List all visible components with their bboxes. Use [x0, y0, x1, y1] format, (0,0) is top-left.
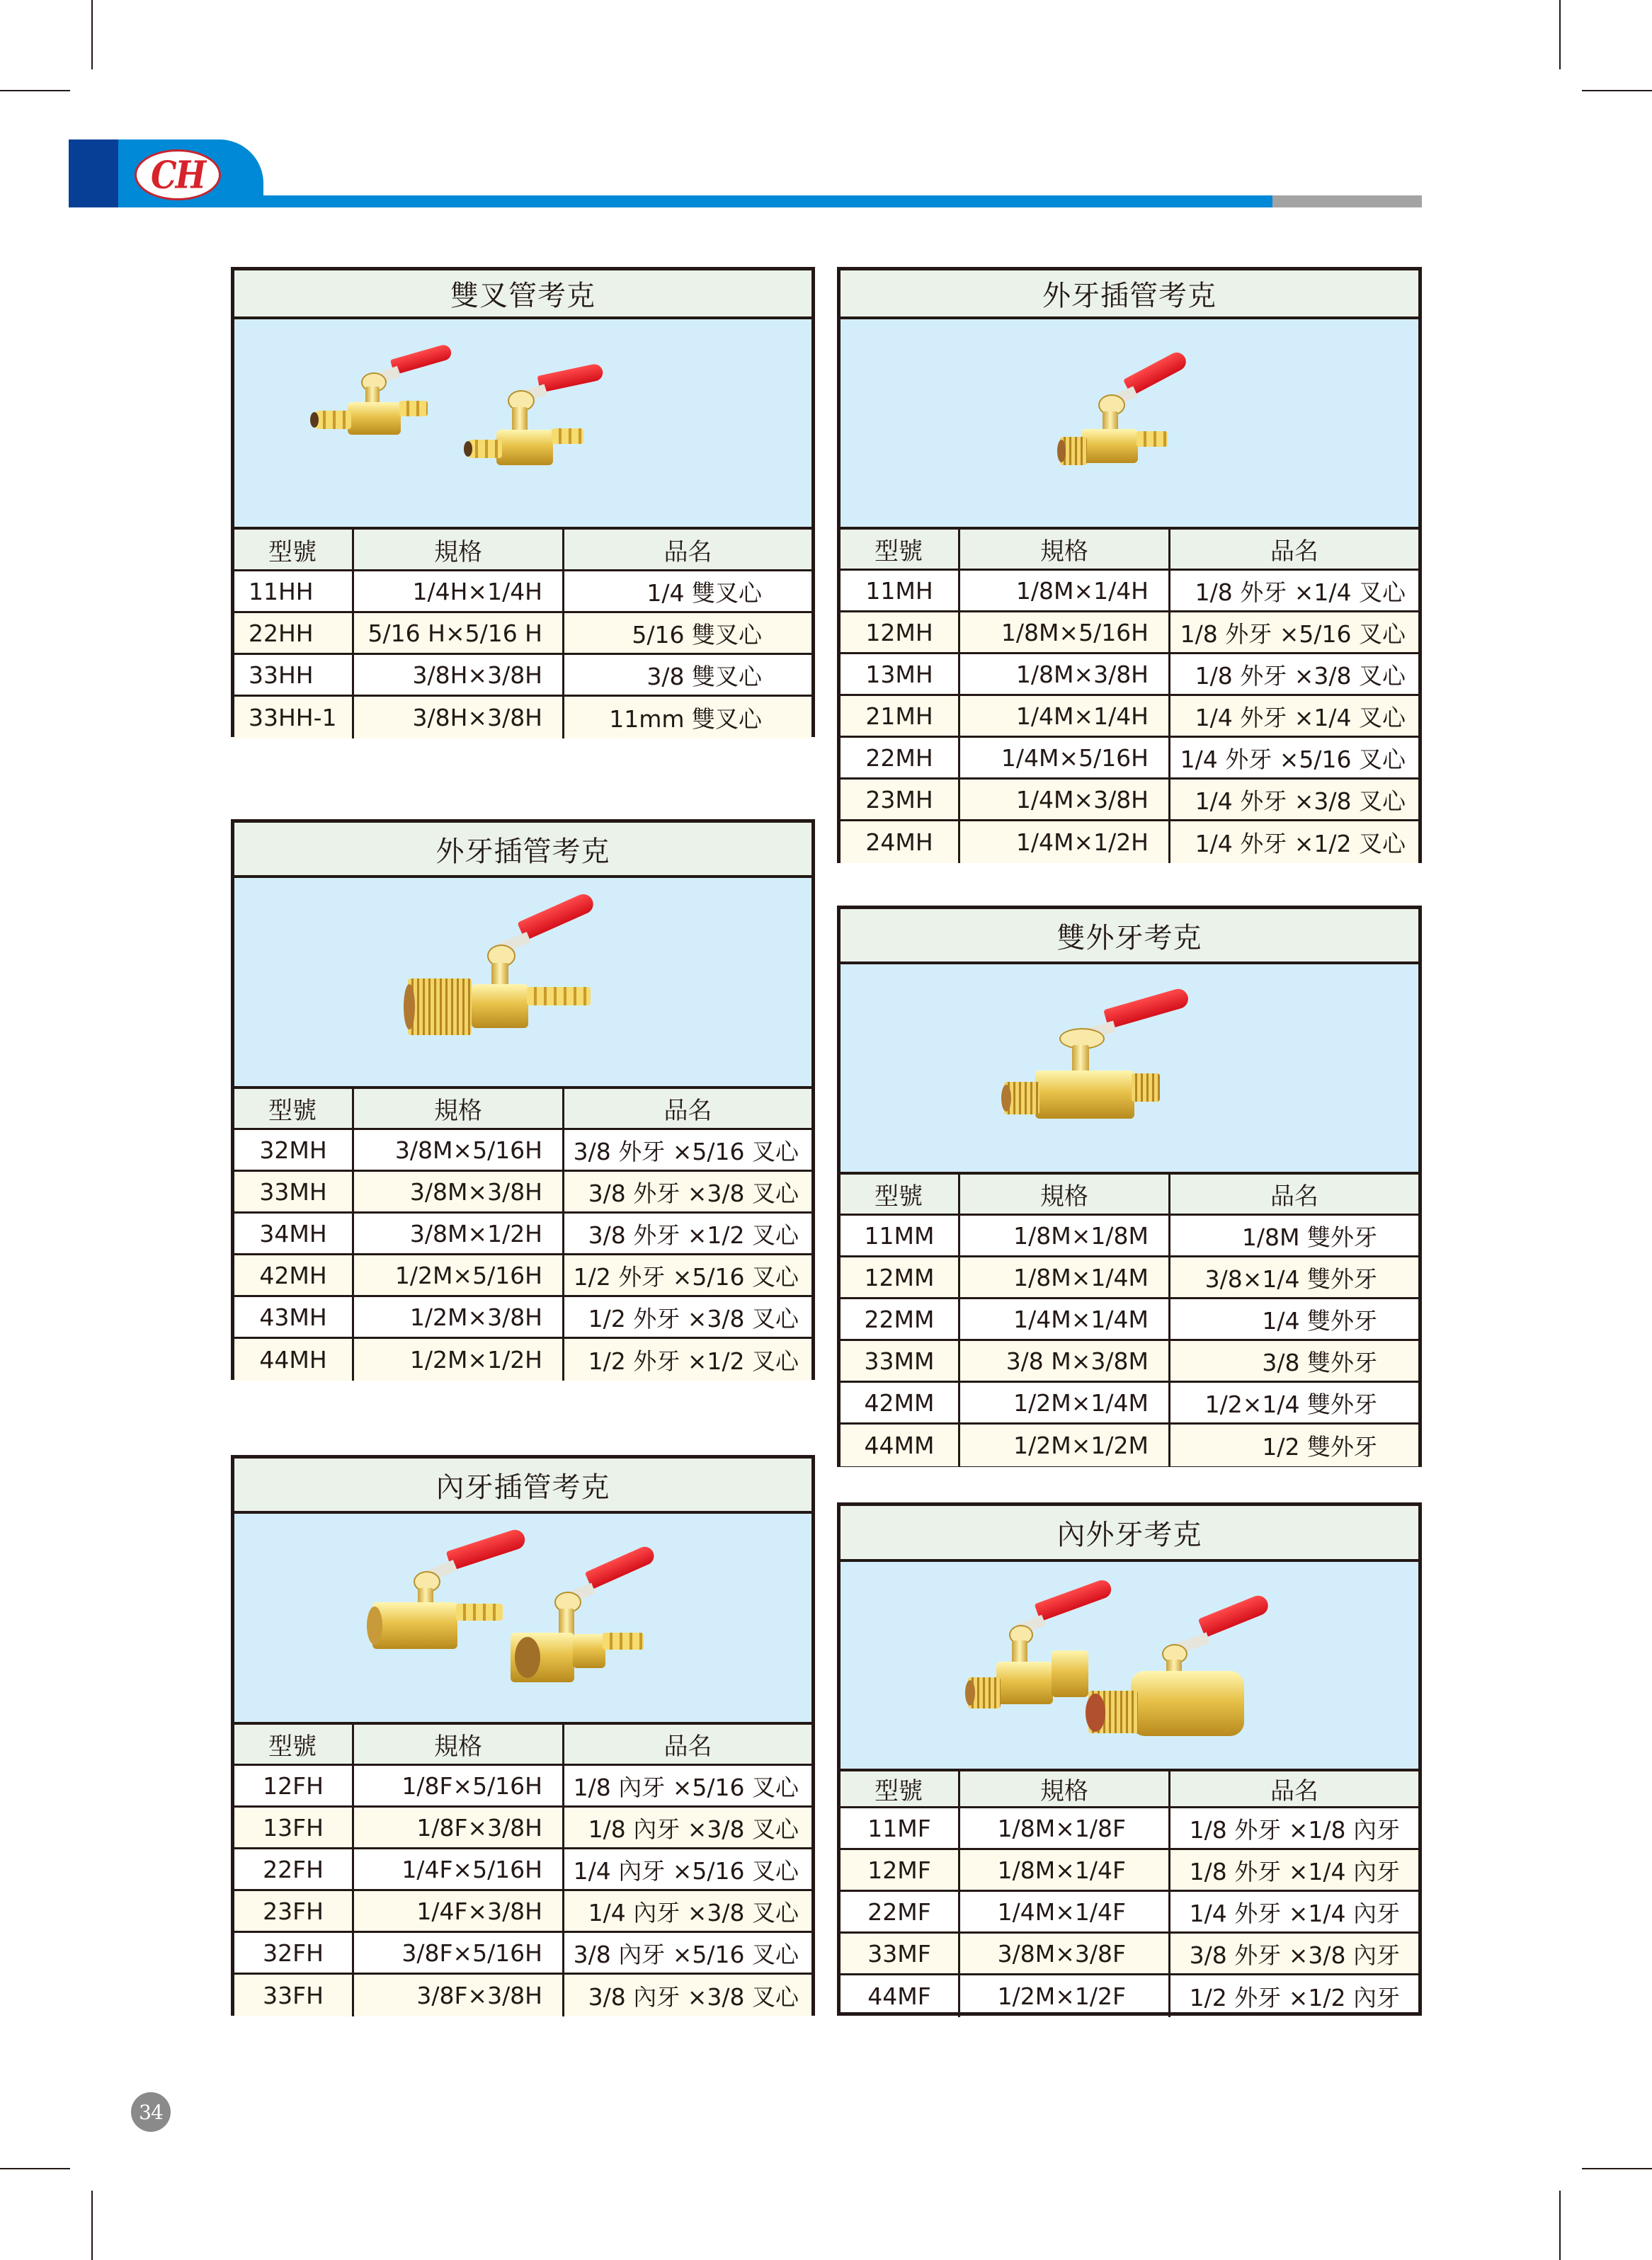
name-cell: 1/2 外牙 ×1/2 內牙 — [1189, 1984, 1400, 2011]
crop-mark — [1582, 2168, 1652, 2169]
table-body — [234, 1089, 811, 1381]
table-row — [234, 1172, 811, 1214]
table-header-row — [841, 530, 1418, 571]
table-row — [234, 1933, 811, 1975]
valve-image — [1000, 1000, 1241, 1141]
table-row — [841, 571, 1418, 612]
table-title: 內外牙考克 — [841, 1506, 1418, 1562]
crop-mark — [1582, 90, 1652, 91]
model-cell: 11HH — [234, 571, 354, 611]
column-header-model: 型號 — [841, 530, 960, 569]
spec-cell: 1/4F×5/16H — [354, 1849, 564, 1889]
model-cell: 22MF — [841, 1892, 960, 1931]
table-row — [234, 571, 811, 613]
name-cell: 1/4 雙叉心 — [646, 578, 762, 607]
column-header-spec: 規格 — [354, 530, 564, 569]
crop-mark — [1559, 2191, 1561, 2260]
name-cell: 3/8 雙外牙 — [1262, 1348, 1377, 1376]
model-cell: 13FH — [234, 1808, 354, 1847]
name-cell: 1/4 內牙 ×3/8 叉心 — [588, 1898, 799, 1927]
table-header-row — [841, 1771, 1418, 1808]
table-row — [234, 1130, 811, 1172]
product-image — [841, 319, 1418, 530]
name-cell: 3/8 外牙 ×3/8 叉心 — [588, 1179, 799, 1207]
column-header-name: 品名 — [663, 537, 712, 566]
column-header-spec: 規格 — [960, 1175, 1170, 1214]
spec-cell: 3/8M×3/8H — [354, 1172, 564, 1211]
table-row — [841, 1892, 1418, 1934]
spec-cell: 1/8M×1/4F — [960, 1850, 1170, 1890]
spec-cell: 3/8M×5/16H — [354, 1130, 564, 1170]
table-row — [234, 1255, 811, 1297]
table-row — [841, 1299, 1418, 1341]
spec-cell: 1/8F×5/16H — [354, 1766, 564, 1805]
table-row — [234, 1849, 811, 1891]
valve-image — [1088, 1611, 1301, 1753]
spec-cell: 3/8F×3/8H — [354, 1975, 564, 2016]
table-row — [841, 1257, 1418, 1299]
column-header-model: 型號 — [234, 1725, 354, 1764]
table-row — [234, 613, 811, 655]
spec-cell: 1/2M×1/2F — [960, 1975, 1170, 2017]
table-row — [841, 1934, 1418, 1975]
spec-cell: 1/4M×1/4H — [960, 696, 1170, 736]
table-header-row — [234, 1089, 811, 1130]
name-cell: 1/8 內牙 ×5/16 叉心 — [573, 1773, 799, 1801]
name-cell: 3/8 雙叉心 — [646, 662, 762, 690]
model-cell: 12FH — [234, 1766, 354, 1805]
header-dark-block — [69, 139, 118, 207]
name-cell: 1/8 外牙 ×1/8 內牙 — [1189, 1815, 1400, 1844]
spec-cell: 1/2M×1/4M — [960, 1383, 1170, 1422]
spec-cell: 1/2M×1/2M — [960, 1425, 1170, 1466]
column-header-model: 型號 — [841, 1175, 960, 1214]
table-row — [841, 612, 1418, 654]
name-cell: 1/2 雙外牙 — [1262, 1433, 1377, 1461]
model-cell: 43MH — [234, 1297, 354, 1337]
column-header-spec: 規格 — [354, 1089, 564, 1128]
brand-logo — [135, 149, 221, 200]
table-row — [841, 821, 1418, 863]
header-bar — [118, 195, 1272, 207]
name-cell: 1/8 外牙 ×5/16 叉心 — [1180, 620, 1406, 648]
crop-mark — [0, 90, 70, 91]
spec-cell: 3/8F×5/16H — [354, 1933, 564, 1973]
name-cell: 1/4 外牙 ×3/8 叉心 — [1195, 787, 1406, 815]
table-row — [841, 696, 1418, 738]
product-table-female-barb — [231, 1455, 815, 2016]
column-header-name: 品名 — [663, 1097, 712, 1125]
model-cell: 33MF — [841, 1934, 960, 1973]
spec-cell: 3/8H×3/8H — [354, 655, 564, 695]
model-cell: 13MH — [841, 654, 960, 694]
table-title: 雙叉管考克 — [234, 270, 811, 319]
model-cell: 24MH — [841, 821, 960, 863]
valve-image — [468, 369, 695, 482]
model-cell: 42MH — [234, 1255, 354, 1295]
table-row — [841, 738, 1418, 780]
name-cell: 3/8 外牙 ×5/16 叉心 — [573, 1137, 799, 1165]
model-cell: 33HH-1 — [234, 697, 354, 738]
table-row — [841, 1341, 1418, 1383]
table-row — [234, 655, 811, 697]
spec-cell: 1/4M×1/4M — [960, 1299, 1170, 1339]
table-row — [234, 1297, 811, 1339]
table-header-row — [234, 530, 811, 571]
table-row — [841, 654, 1418, 696]
model-cell: 44MM — [841, 1425, 960, 1466]
product-table-male-female — [837, 1502, 1422, 2016]
name-cell: 1/8 外牙 ×3/8 叉心 — [1195, 661, 1406, 690]
table-row — [234, 1339, 811, 1381]
model-cell: 33MH — [234, 1172, 354, 1211]
table-body — [234, 530, 811, 738]
table-body — [841, 1771, 1418, 2017]
name-cell: 1/2 外牙 ×3/8 叉心 — [588, 1304, 799, 1332]
spec-cell: 1/8F×3/8H — [354, 1808, 564, 1847]
column-header-spec: 規格 — [960, 1771, 1170, 1806]
name-cell: 1/2×1/4 雙外牙 — [1204, 1390, 1377, 1418]
product-image — [841, 1562, 1418, 1771]
model-cell: 22HH — [234, 613, 354, 653]
name-cell: 3/8 外牙 ×3/8 內牙 — [1189, 1941, 1400, 1969]
column-header-name: 品名 — [1270, 1182, 1318, 1211]
table-row — [841, 1808, 1418, 1850]
spec-cell: 1/4F×3/8H — [354, 1891, 564, 1931]
model-cell: 34MH — [234, 1214, 354, 1253]
column-header-name: 品名 — [663, 1733, 712, 1761]
name-cell: 1/8 內牙 ×3/8 叉心 — [588, 1815, 799, 1843]
model-cell: 12MM — [841, 1257, 960, 1297]
crop-mark — [91, 0, 93, 69]
table-row — [234, 1891, 811, 1933]
spec-cell: 1/4M×1/2H — [960, 821, 1170, 863]
spec-cell: 3/8 M×3/8M — [960, 1341, 1170, 1381]
table-title: 外牙插管考克 — [841, 270, 1418, 319]
table-row — [841, 1216, 1418, 1257]
model-cell: 22FH — [234, 1849, 354, 1889]
spec-cell: 3/8M×3/8F — [960, 1934, 1170, 1973]
table-row — [841, 1850, 1418, 1892]
name-cell: 1/8M 雙外牙 — [1241, 1223, 1377, 1251]
spec-cell: 1/8M×1/4M — [960, 1257, 1170, 1297]
table-body — [841, 530, 1418, 863]
product-table-double-male — [837, 906, 1422, 1467]
product-image — [841, 964, 1418, 1175]
crop-mark — [0, 2168, 70, 2169]
product-table-double-barb — [231, 267, 815, 737]
spec-cell: 1/8M×1/8M — [960, 1216, 1170, 1255]
model-cell: 32FH — [234, 1933, 354, 1973]
spec-cell: 5/16 H×5/16 H — [354, 613, 564, 653]
model-cell: 21MH — [841, 696, 960, 736]
valve-image — [511, 1563, 723, 1705]
valve-image — [408, 908, 634, 1056]
column-header-model: 型號 — [841, 1771, 960, 1806]
spec-cell: 1/2M×1/2H — [354, 1339, 564, 1381]
table-row — [841, 1383, 1418, 1425]
crop-mark — [91, 2191, 93, 2260]
spec-cell: 1/4H×1/4H — [354, 571, 564, 611]
spec-cell: 1/4M×3/8H — [960, 780, 1170, 819]
column-header-spec: 規格 — [960, 530, 1170, 569]
model-cell: 12MF — [841, 1850, 960, 1890]
spec-cell: 3/8H×3/8H — [354, 697, 564, 738]
model-cell: 22MM — [841, 1299, 960, 1339]
product-image — [234, 878, 811, 1089]
page-number-badge: 34 — [131, 2092, 171, 2132]
product-table-male-barb-small — [837, 267, 1422, 863]
table-row — [234, 1975, 811, 2016]
product-image — [234, 1514, 811, 1725]
spec-cell: 1/8M×5/16H — [960, 612, 1170, 652]
name-cell: 3/8 內牙 ×3/8 叉心 — [588, 1983, 799, 2011]
column-header-name: 品名 — [1270, 537, 1318, 566]
valve-image — [1060, 369, 1244, 482]
table-row — [234, 697, 811, 738]
model-cell: 23MH — [841, 780, 960, 819]
spec-cell: 1/8M×1/8F — [960, 1808, 1170, 1848]
name-cell: 3/8 外牙 ×1/2 叉心 — [588, 1221, 799, 1249]
spec-cell: 1/2M×5/16H — [354, 1255, 564, 1295]
header-gray-bar — [1272, 195, 1422, 207]
name-cell: 1/4 外牙 ×1/4 內牙 — [1189, 1899, 1400, 1927]
table-row — [841, 780, 1418, 821]
model-cell: 33MM — [841, 1341, 960, 1381]
table-body — [841, 1175, 1418, 1466]
name-cell: 1/4 外牙 ×1/4 叉心 — [1195, 703, 1406, 731]
model-cell: 11MH — [841, 571, 960, 610]
crop-mark — [1559, 0, 1561, 69]
name-cell: 3/8×1/4 雙外牙 — [1204, 1265, 1377, 1293]
model-cell: 33HH — [234, 655, 354, 695]
column-header-spec: 規格 — [354, 1725, 564, 1764]
name-cell: 11mm 雙叉心 — [609, 705, 762, 733]
column-header-name: 品名 — [1270, 1777, 1318, 1805]
spec-cell: 1/2M×3/8H — [354, 1297, 564, 1337]
model-cell: 42MM — [841, 1383, 960, 1422]
spec-cell: 1/8M×1/4H — [960, 571, 1170, 610]
table-body — [234, 1725, 811, 2016]
spec-cell: 1/4M×1/4F — [960, 1892, 1170, 1931]
table-row — [234, 1214, 811, 1255]
model-cell: 44MF — [841, 1975, 960, 2017]
spec-cell: 3/8M×1/2H — [354, 1214, 564, 1253]
model-cell: 11MM — [841, 1216, 960, 1255]
name-cell: 1/2 外牙 ×5/16 叉心 — [573, 1262, 799, 1291]
spec-cell: 1/8M×3/8H — [960, 654, 1170, 694]
model-cell: 33FH — [234, 1975, 354, 2016]
name-cell: 1/2 外牙 ×1/2 叉心 — [588, 1347, 799, 1375]
model-cell: 11MF — [841, 1808, 960, 1848]
name-cell: 1/8 外牙 ×1/4 內牙 — [1189, 1857, 1400, 1885]
table-title: 內牙插管考克 — [234, 1459, 811, 1514]
name-cell: 1/4 雙外牙 — [1262, 1306, 1377, 1335]
column-header-model: 型號 — [234, 1089, 354, 1128]
table-row — [234, 1808, 811, 1849]
model-cell: 44MH — [234, 1339, 354, 1381]
model-cell: 32MH — [234, 1130, 354, 1170]
model-cell: 23FH — [234, 1891, 354, 1931]
table-header-row — [841, 1175, 1418, 1216]
name-cell: 1/4 內牙 ×5/16 叉心 — [573, 1856, 799, 1885]
product-image — [234, 319, 811, 530]
spec-cell: 1/4M×5/16H — [960, 738, 1170, 777]
table-title: 外牙插管考克 — [234, 823, 811, 878]
table-header-row — [234, 1725, 811, 1766]
model-cell: 12MH — [841, 612, 960, 652]
name-cell: 5/16 雙叉心 — [632, 620, 762, 649]
table-row — [841, 1975, 1418, 2017]
name-cell: 1/4 外牙 ×5/16 叉心 — [1180, 745, 1406, 773]
name-cell: 3/8 內牙 ×5/16 叉心 — [573, 1940, 799, 1968]
table-title: 雙外牙考克 — [841, 909, 1418, 964]
column-header-model: 型號 — [234, 530, 354, 569]
product-table-male-barb-large — [231, 819, 815, 1380]
logo-text: CH — [150, 152, 205, 198]
table-row — [841, 1425, 1418, 1466]
name-cell: 1/4 外牙 ×1/2 叉心 — [1195, 830, 1406, 857]
table-row — [234, 1766, 811, 1808]
name-cell: 1/8 外牙 ×1/4 叉心 — [1195, 578, 1406, 606]
model-cell: 22MH — [841, 738, 960, 777]
